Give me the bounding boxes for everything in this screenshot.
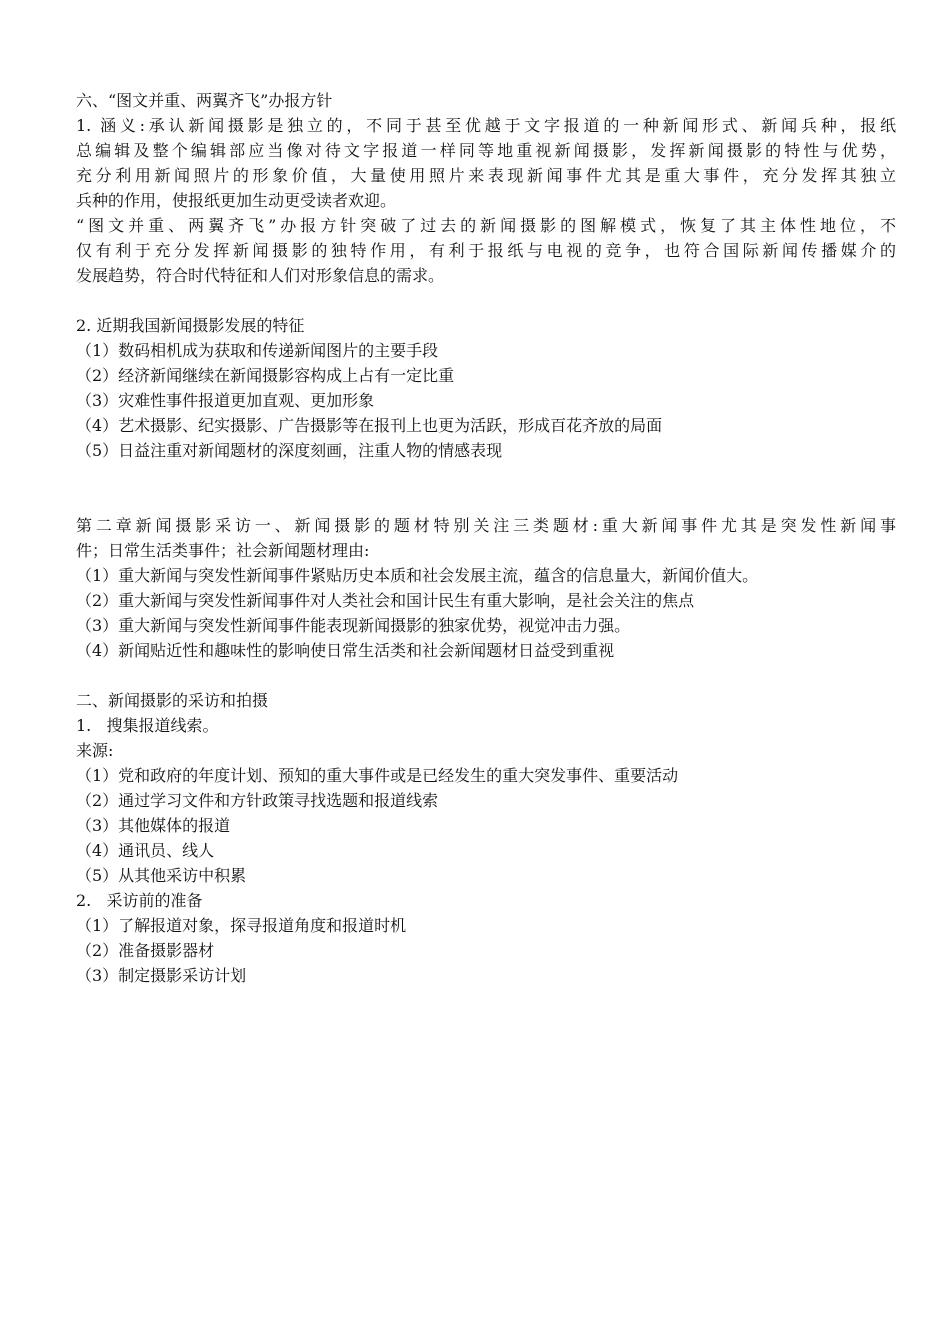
- list-item: （4）艺术摄影、纪实摄影、广告摄影等在报刊上也更为活跃，形成百花齐放的局面: [76, 416, 663, 435]
- list-item: （2）重大新闻与突发性新闻事件对人类社会和国计民生有重大影响，是社会关注的焦点: [76, 591, 695, 610]
- list-item: （2）经济新闻继续在新闻摄影容构成上占有一定比重: [76, 366, 455, 385]
- list-item: （4）新闻贴近性和趣味性的影响使日常生活类和社会新闻题材日益受到重视: [76, 641, 615, 660]
- list-item: （3）灾难性事件报道更加直观、更加形象: [76, 391, 375, 410]
- list-item: （2）准备摄影器材: [76, 941, 215, 960]
- list-item: （3）其他媒体的报道: [76, 816, 231, 835]
- subheading: 2. 采访前的准备: [76, 891, 203, 910]
- list-item: （1）党和政府的年度计划、预知的重大事件或是已经发生的重大突发事件、重要活动: [76, 766, 679, 785]
- list-item: （5）从其他采访中积累: [76, 866, 247, 885]
- paragraph-line: 件；日常生活类事件；社会新闻题材理由:: [76, 541, 370, 560]
- paragraph-line: 1. 涵义:承认新闻摄影是独立的，不同于甚至优越于文字报道的一种新闻形式、新闻兵种，报纸: [76, 116, 896, 135]
- paragraph-line: 兵种的作用，使报纸更加生动更受读者欢迎。: [76, 191, 397, 210]
- list-item: （3）重大新闻与突发性新闻事件能表现新闻摄影的独家优势，视觉冲击力强。: [76, 616, 631, 635]
- section-heading: 六、“图文并重、两翼齐飞”办报方针: [76, 91, 333, 110]
- document-page: [76, 88, 896, 988]
- list-item: （1）重大新闻与突发性新闻事件紧贴历史本质和社会发展主流，蕴含的信息量大，新闻价值大。: [76, 566, 759, 585]
- subheading: 1. 搜集报道线索。: [76, 716, 219, 735]
- section-heading: 二、新闻摄影的采访和拍摄: [76, 691, 269, 710]
- spacer: [76, 463, 896, 513]
- paragraph-line: 第二章新闻摄影采访一、新闻摄影的题材特别关注三类题材:重大新闻事件尤其是突发性新闻事: [76, 516, 896, 535]
- spacer: [76, 663, 896, 688]
- paragraph-line: 总编辑及整个编辑部应当像对待文字报道一样同等地重视新闻摄影，发挥新闻摄影的特性与优势，: [76, 141, 896, 160]
- list-item: （5）日益注重对新闻题材的深度刻画，注重人物的情感表现: [76, 441, 503, 460]
- list-item: （1）数码相机成为获取和传递新闻图片的主要手段: [76, 341, 439, 360]
- paragraph-line: 充分利用新闻照片的形象价值，大量使用照片来表现新闻事件尤其是重大事件，充分发挥其独立: [76, 166, 896, 185]
- section-heading: 2. 近期我国新闻摄影发展的特征: [76, 316, 305, 335]
- spacer: [76, 288, 896, 313]
- paragraph-line: 发展趋势，符合时代特征和人们对形象信息的需求。: [76, 266, 445, 285]
- source-label: 来源:: [76, 741, 114, 760]
- paragraph-line: 仅有利于充分发挥新闻摄影的独特作用，有利于报纸与电视的竞争，也符合国际新闻传播媒介的: [76, 241, 896, 260]
- paragraph-line: “图文并重、两翼齐飞”办报方针突破了过去的新闻摄影的图解模式，恢复了其主体性地位，不: [76, 216, 896, 235]
- list-item: （2）通过学习文件和方针政策寻找选题和报道线索: [76, 791, 439, 810]
- list-item: （1）了解报道对象，探寻报道角度和报道时机: [76, 916, 407, 935]
- list-item: （3）制定摄影采访计划: [76, 966, 247, 985]
- list-item: （4）通讯员、线人: [76, 841, 215, 860]
